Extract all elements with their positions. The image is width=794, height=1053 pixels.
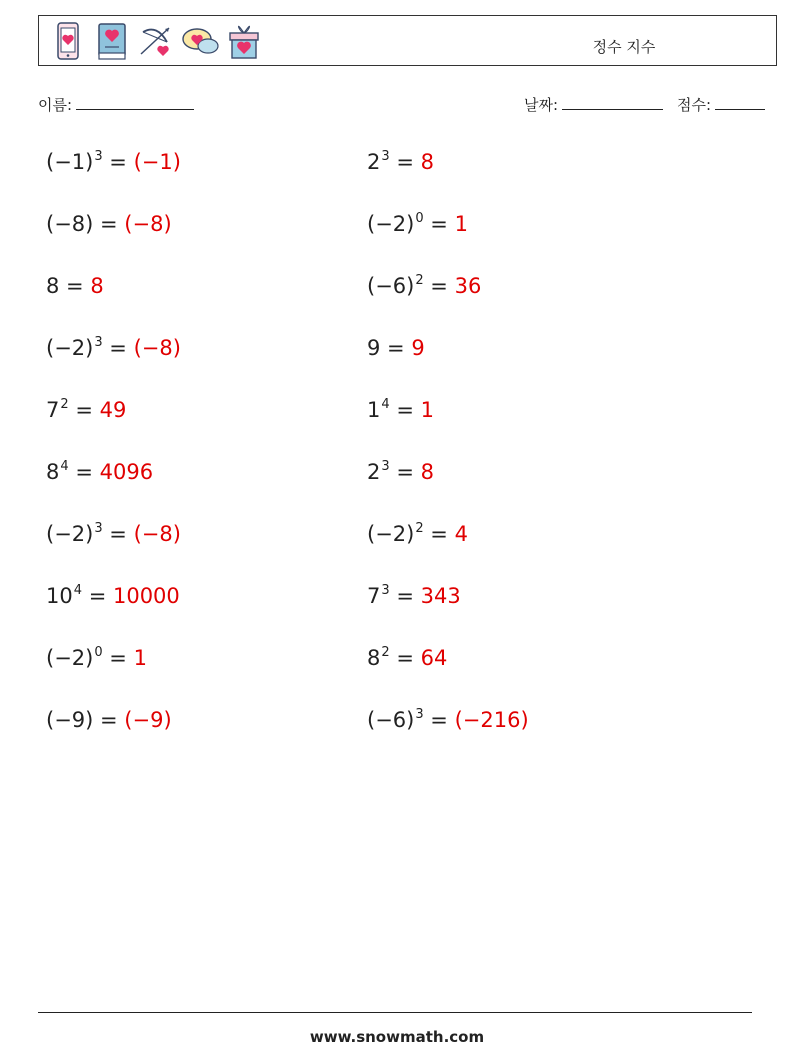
problem-base: 7 <box>46 398 60 422</box>
date-label: 날짜: <box>524 96 559 114</box>
problem-answer: 1 <box>133 646 147 670</box>
problem-exponent: 3 <box>381 583 390 598</box>
equals-sign: = <box>389 584 421 608</box>
problem-row <box>46 458 153 490</box>
icon-strip <box>49 20 263 62</box>
problem-base: (−2) <box>367 212 415 236</box>
problem-base: (−2) <box>46 522 94 546</box>
problem-row <box>46 210 172 238</box>
equals-sign: = <box>102 522 134 546</box>
problem-exponent: 3 <box>94 335 103 350</box>
problem-row <box>46 148 181 180</box>
equals-sign: = <box>389 460 421 484</box>
name-blank[interactable] <box>76 95 194 110</box>
problem-row <box>46 582 180 614</box>
problem-base: (−8) <box>46 212 94 236</box>
problem-base: (−6) <box>367 708 415 732</box>
problem-base: (−9) <box>46 708 94 732</box>
equals-sign: = <box>102 646 134 670</box>
problem-row <box>46 706 172 734</box>
problem-answer: (−216) <box>454 708 529 732</box>
problem-answer: 343 <box>420 584 461 608</box>
phone-heart-icon <box>49 20 87 62</box>
chat-heart-icon <box>181 20 219 62</box>
problem-base: 2 <box>367 150 381 174</box>
problem-base: (−2) <box>367 522 415 546</box>
equals-sign: = <box>389 646 421 670</box>
problem-answer: (−8) <box>124 212 172 236</box>
problem-base: 8 <box>46 460 60 484</box>
score-blank[interactable] <box>715 95 765 110</box>
equals-sign: = <box>68 460 100 484</box>
problem-row <box>367 706 529 738</box>
problem-answer: (−8) <box>133 336 181 360</box>
problem-answer: 8 <box>90 274 104 298</box>
problem-answer: 8 <box>420 150 434 174</box>
equals-sign: = <box>93 212 125 236</box>
problem-base: (−6) <box>367 274 415 298</box>
equals-sign: = <box>102 150 134 174</box>
problem-answer: (−1) <box>133 150 181 174</box>
problem-answer: 8 <box>420 460 434 484</box>
problem-row <box>367 148 434 180</box>
gift-heart-icon <box>225 20 263 62</box>
equals-sign: = <box>389 398 421 422</box>
problem-exponent: 2 <box>381 645 390 660</box>
score-label: 점수: <box>677 96 712 114</box>
footer-site: www.snowmath.com <box>309 1028 485 1046</box>
problem-exponent: 2 <box>415 521 424 536</box>
problem-base: 8 <box>46 274 60 298</box>
problem-exponent: 3 <box>381 149 390 164</box>
name-field[interactable] <box>38 94 194 115</box>
problem-row <box>367 520 468 552</box>
problem-answer: (−8) <box>133 522 181 546</box>
problem-row <box>367 210 468 242</box>
problem-base: 9 <box>367 336 381 360</box>
problem-exponent: 0 <box>415 211 424 226</box>
problem-row <box>367 272 481 304</box>
problem-row <box>46 396 126 428</box>
problem-base: 7 <box>367 584 381 608</box>
equals-sign: = <box>380 336 412 360</box>
problem-row <box>46 272 104 300</box>
problem-answer: 1 <box>420 398 434 422</box>
equals-sign: = <box>389 150 421 174</box>
equals-sign: = <box>59 274 91 298</box>
worksheet-title: 정수 지수 <box>592 38 656 56</box>
footer-divider <box>38 1012 752 1013</box>
date-field[interactable] <box>524 94 663 115</box>
problem-exponent: 3 <box>94 521 103 536</box>
problem-row <box>367 458 434 490</box>
equals-sign: = <box>423 274 455 298</box>
bow-arrow-heart-icon <box>137 20 175 62</box>
name-label: 이름: <box>38 96 73 114</box>
problem-answer: 9 <box>411 336 425 360</box>
worksheet-header <box>38 15 777 66</box>
equals-sign: = <box>102 336 134 360</box>
problem-exponent: 3 <box>94 149 103 164</box>
problem-exponent: 4 <box>60 459 69 474</box>
problem-answer: 4096 <box>99 460 154 484</box>
equals-sign: = <box>423 522 455 546</box>
problem-answer: 4 <box>454 522 468 546</box>
equals-sign: = <box>93 708 125 732</box>
book-heart-icon <box>93 20 131 62</box>
problem-exponent: 4 <box>73 583 83 598</box>
date-blank[interactable] <box>562 95 663 110</box>
problem-answer: (−9) <box>124 708 172 732</box>
problem-exponent: 3 <box>381 459 390 474</box>
problem-base: (−2) <box>46 336 94 360</box>
problem-exponent: 4 <box>381 397 390 412</box>
problem-row <box>46 644 147 676</box>
equals-sign: = <box>423 708 455 732</box>
problem-answer: 36 <box>454 274 482 298</box>
problem-answer: 64 <box>420 646 448 670</box>
problem-row <box>367 334 425 362</box>
problem-answer: 49 <box>99 398 127 422</box>
problem-base: 2 <box>367 460 381 484</box>
problem-base: (−1) <box>46 150 94 174</box>
problem-row <box>367 582 461 614</box>
problem-exponent: 3 <box>415 707 424 722</box>
equals-sign: = <box>68 398 100 422</box>
problem-answer: 1 <box>454 212 468 236</box>
problem-row <box>367 644 447 676</box>
equals-sign: = <box>423 212 455 236</box>
equals-sign: = <box>82 584 113 608</box>
problem-base: (−2) <box>46 646 94 670</box>
problem-exponent: 0 <box>94 645 103 660</box>
problem-row <box>46 334 181 366</box>
problem-row <box>367 396 434 428</box>
problem-base: 1 <box>367 398 381 422</box>
problem-exponent: 2 <box>60 397 69 412</box>
problem-exponent: 2 <box>415 273 424 288</box>
problem-row <box>46 520 181 552</box>
problem-base: 10 <box>46 584 73 608</box>
problem-answer: 10000 <box>112 584 180 608</box>
score-field[interactable] <box>677 94 765 115</box>
problem-base: 8 <box>367 646 381 670</box>
